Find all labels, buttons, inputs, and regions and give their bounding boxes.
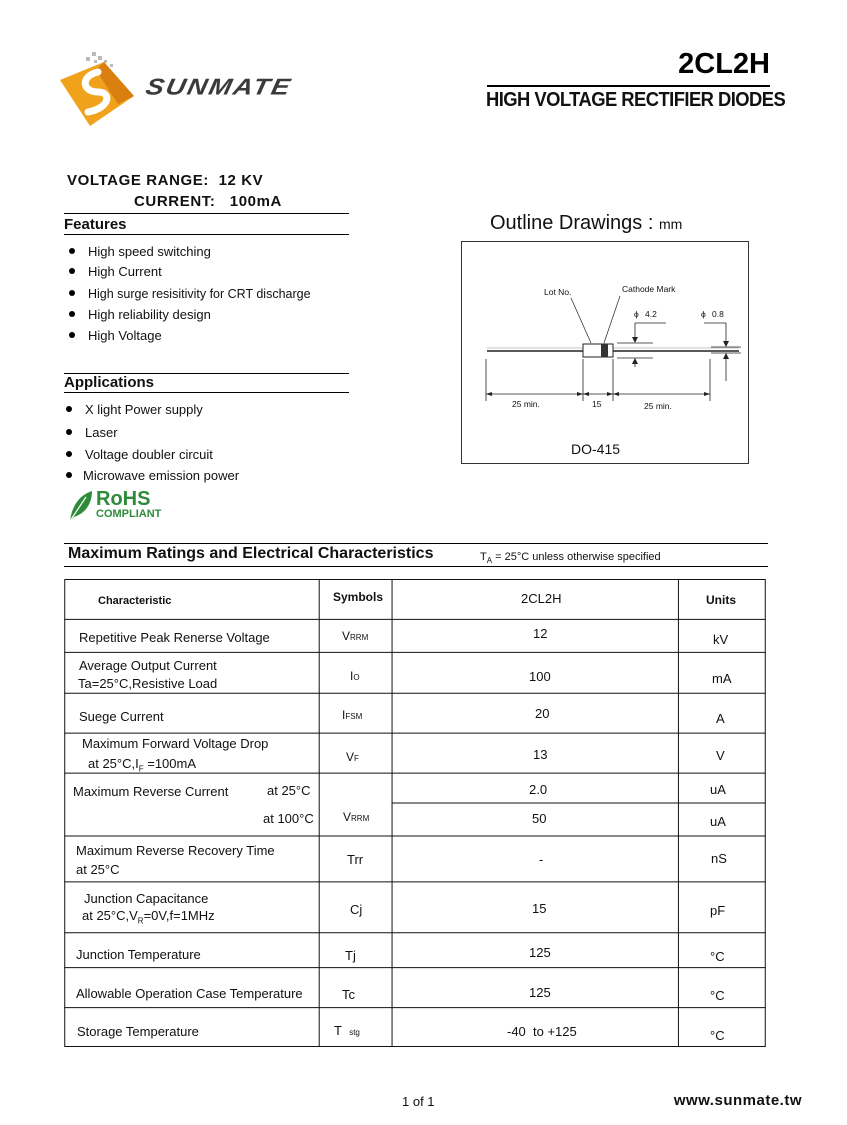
table-row-value: -40 to +125 (507, 1024, 577, 1039)
voltage-range-label: VOLTAGE RANGE: (67, 172, 210, 189)
dim-lead-right: 25 min. (644, 401, 672, 411)
table-row-value: 125 (529, 985, 551, 1000)
col-header-characteristic: Characteristic (98, 595, 172, 607)
body-diameter-label: 4.2 (645, 309, 657, 319)
features-bottom-rule (64, 234, 349, 235)
table-row-unit: V (716, 748, 725, 763)
table-row-condition-2: at 100°C (263, 811, 314, 826)
table-row-characteristic: Repetitive Peak Renerse Voltage (79, 630, 270, 645)
table-row-unit: nS (711, 851, 727, 866)
lead-diameter-phi: ϕ (701, 309, 706, 319)
col-header-symbols: Symbols (333, 590, 384, 604)
dim-lead-left: 25 min. (512, 399, 540, 409)
list-item: Laser (66, 425, 118, 440)
features-title: Features (64, 216, 127, 233)
table-row-condition-1: at 25°C (267, 783, 311, 798)
ratings-bottom-rule (64, 566, 768, 567)
table-row-condition: at $25^\circ C,I_F =100mA$ (88, 756, 197, 774)
cathode-mark-label: Cathode Mark (622, 284, 676, 294)
ratings-top-rule (64, 543, 768, 544)
list-item: High reliability design (69, 307, 211, 322)
table-row-symbol: IFSM (342, 708, 363, 722)
table-row-value: 15 (532, 901, 547, 916)
ratings-title: Maximum Ratings and Electrical Characteristics (68, 545, 434, 562)
lead-diameter-label: 0.8 (712, 309, 724, 319)
part-number: 2CL2H (678, 48, 770, 80)
outline-drawing (461, 241, 749, 464)
list-item: Microwave emission power (66, 468, 239, 483)
table-row-unit: kV (713, 632, 729, 647)
table-row-characteristic: Maximum Forward Voltage Drop (82, 736, 269, 751)
list-item: High surge resisitivity for CRT discharge (69, 286, 311, 301)
list-item: High Voltage (69, 328, 162, 343)
applications-title: Applications (64, 374, 155, 391)
table-row-unit: pF (710, 903, 726, 918)
table-row-unit: °C (710, 988, 725, 1003)
table-row-unit: A (716, 711, 725, 726)
table-row-symbol: IO (350, 669, 360, 683)
brand-wordmark: SUNMATE (143, 74, 295, 100)
table-row-characteristic: Maximum Reverse Current (73, 784, 229, 799)
table-row-symbol: VRRM (343, 810, 370, 824)
ratings-note: $T_A = 25^\circ C$ unless otherwise specified (480, 551, 661, 566)
list-item: X light Power supply (66, 402, 203, 417)
current-label: CURRENT: (134, 193, 216, 210)
table-row-symbol: Trr (347, 852, 364, 867)
table-row-unit-2: uA (710, 814, 726, 829)
col-header-part: 2CL2H (521, 591, 562, 606)
outline-title: Outline Drawings : mm (490, 212, 683, 234)
table-row-symbol: VF (346, 750, 359, 764)
ratings-table-grid (64, 579, 767, 1048)
body-diameter-phi: ϕ (634, 309, 639, 319)
table-row-symbol: Cj (350, 902, 363, 917)
current-value: 100mA (229, 193, 282, 210)
table-row-unit: mA (712, 671, 732, 686)
lot-no-label: Lot No. (544, 287, 572, 297)
table-row-value: 20 (535, 706, 550, 721)
table-row-characteristic: Maximum Reverse Recovery Time (76, 843, 275, 858)
applications-bottom-rule (64, 392, 349, 393)
table-row-value-1: 2.0 (529, 782, 548, 797)
website-url: www.sunmate.tw (673, 1092, 802, 1109)
table-row-unit: °C (710, 1028, 725, 1043)
table-row-value: 125 (529, 945, 551, 960)
col-header-units: Units (706, 593, 736, 607)
table-row-symbol: VRRM (342, 629, 369, 643)
table-row-condition: at $25^\circ C,V_R=0V,f=1MHz$ (82, 908, 215, 926)
rohs-badge (66, 487, 170, 528)
list-item: High speed switching (69, 244, 211, 259)
voltage-range-value: 12 KV (218, 172, 264, 189)
table-row-value: 13 (533, 747, 548, 762)
list-item: High Current (69, 264, 162, 279)
features-top-rule (64, 213, 349, 214)
sunmate-logo-icon (58, 52, 138, 128)
table-row-characteristic: Average Output Current (79, 658, 217, 673)
page-number: 1 of 1 (402, 1094, 435, 1109)
table-row-symbol: T stg (334, 1023, 360, 1038)
table-row-characteristic: Junction Capacitance (84, 891, 209, 906)
voltage-range (67, 172, 263, 189)
table-row-condition: Ta=25°C,Resistive Load (78, 676, 218, 691)
table-row-unit-1: uA (710, 782, 726, 797)
dim-body: 15 (592, 399, 602, 409)
list-item: Voltage doubler circuit (66, 447, 213, 462)
table-row-characteristic: Allowable Operation Case Temperature (76, 986, 303, 1001)
table-row-characteristic: Storage Temperature (77, 1024, 199, 1039)
outline-unit: mm (658, 216, 683, 232)
table-row-symbol: Tj (345, 948, 356, 963)
table-row-value: 12 (533, 626, 548, 641)
table-row-value: - (539, 852, 544, 867)
table-row-characteristic: Suege Current (79, 709, 164, 724)
rohs-title: RoHS (96, 488, 151, 510)
header-rule (487, 85, 770, 87)
table-row-value: 100 (529, 669, 551, 684)
current-rating (134, 193, 282, 210)
table-row-symbol: Tc (342, 987, 355, 1002)
table-row-value-2: 50 (532, 811, 547, 826)
package-label: DO-415 (571, 441, 621, 457)
document-subtitle: HIGH VOLTAGE RECTIFIER DIODES (486, 89, 786, 111)
table-row-condition: at 25°C (76, 862, 120, 877)
table-row-unit: °C (710, 949, 725, 964)
table-row-characteristic: Junction Temperature (76, 947, 201, 962)
rohs-subtitle: COMPLIANT (96, 508, 162, 520)
